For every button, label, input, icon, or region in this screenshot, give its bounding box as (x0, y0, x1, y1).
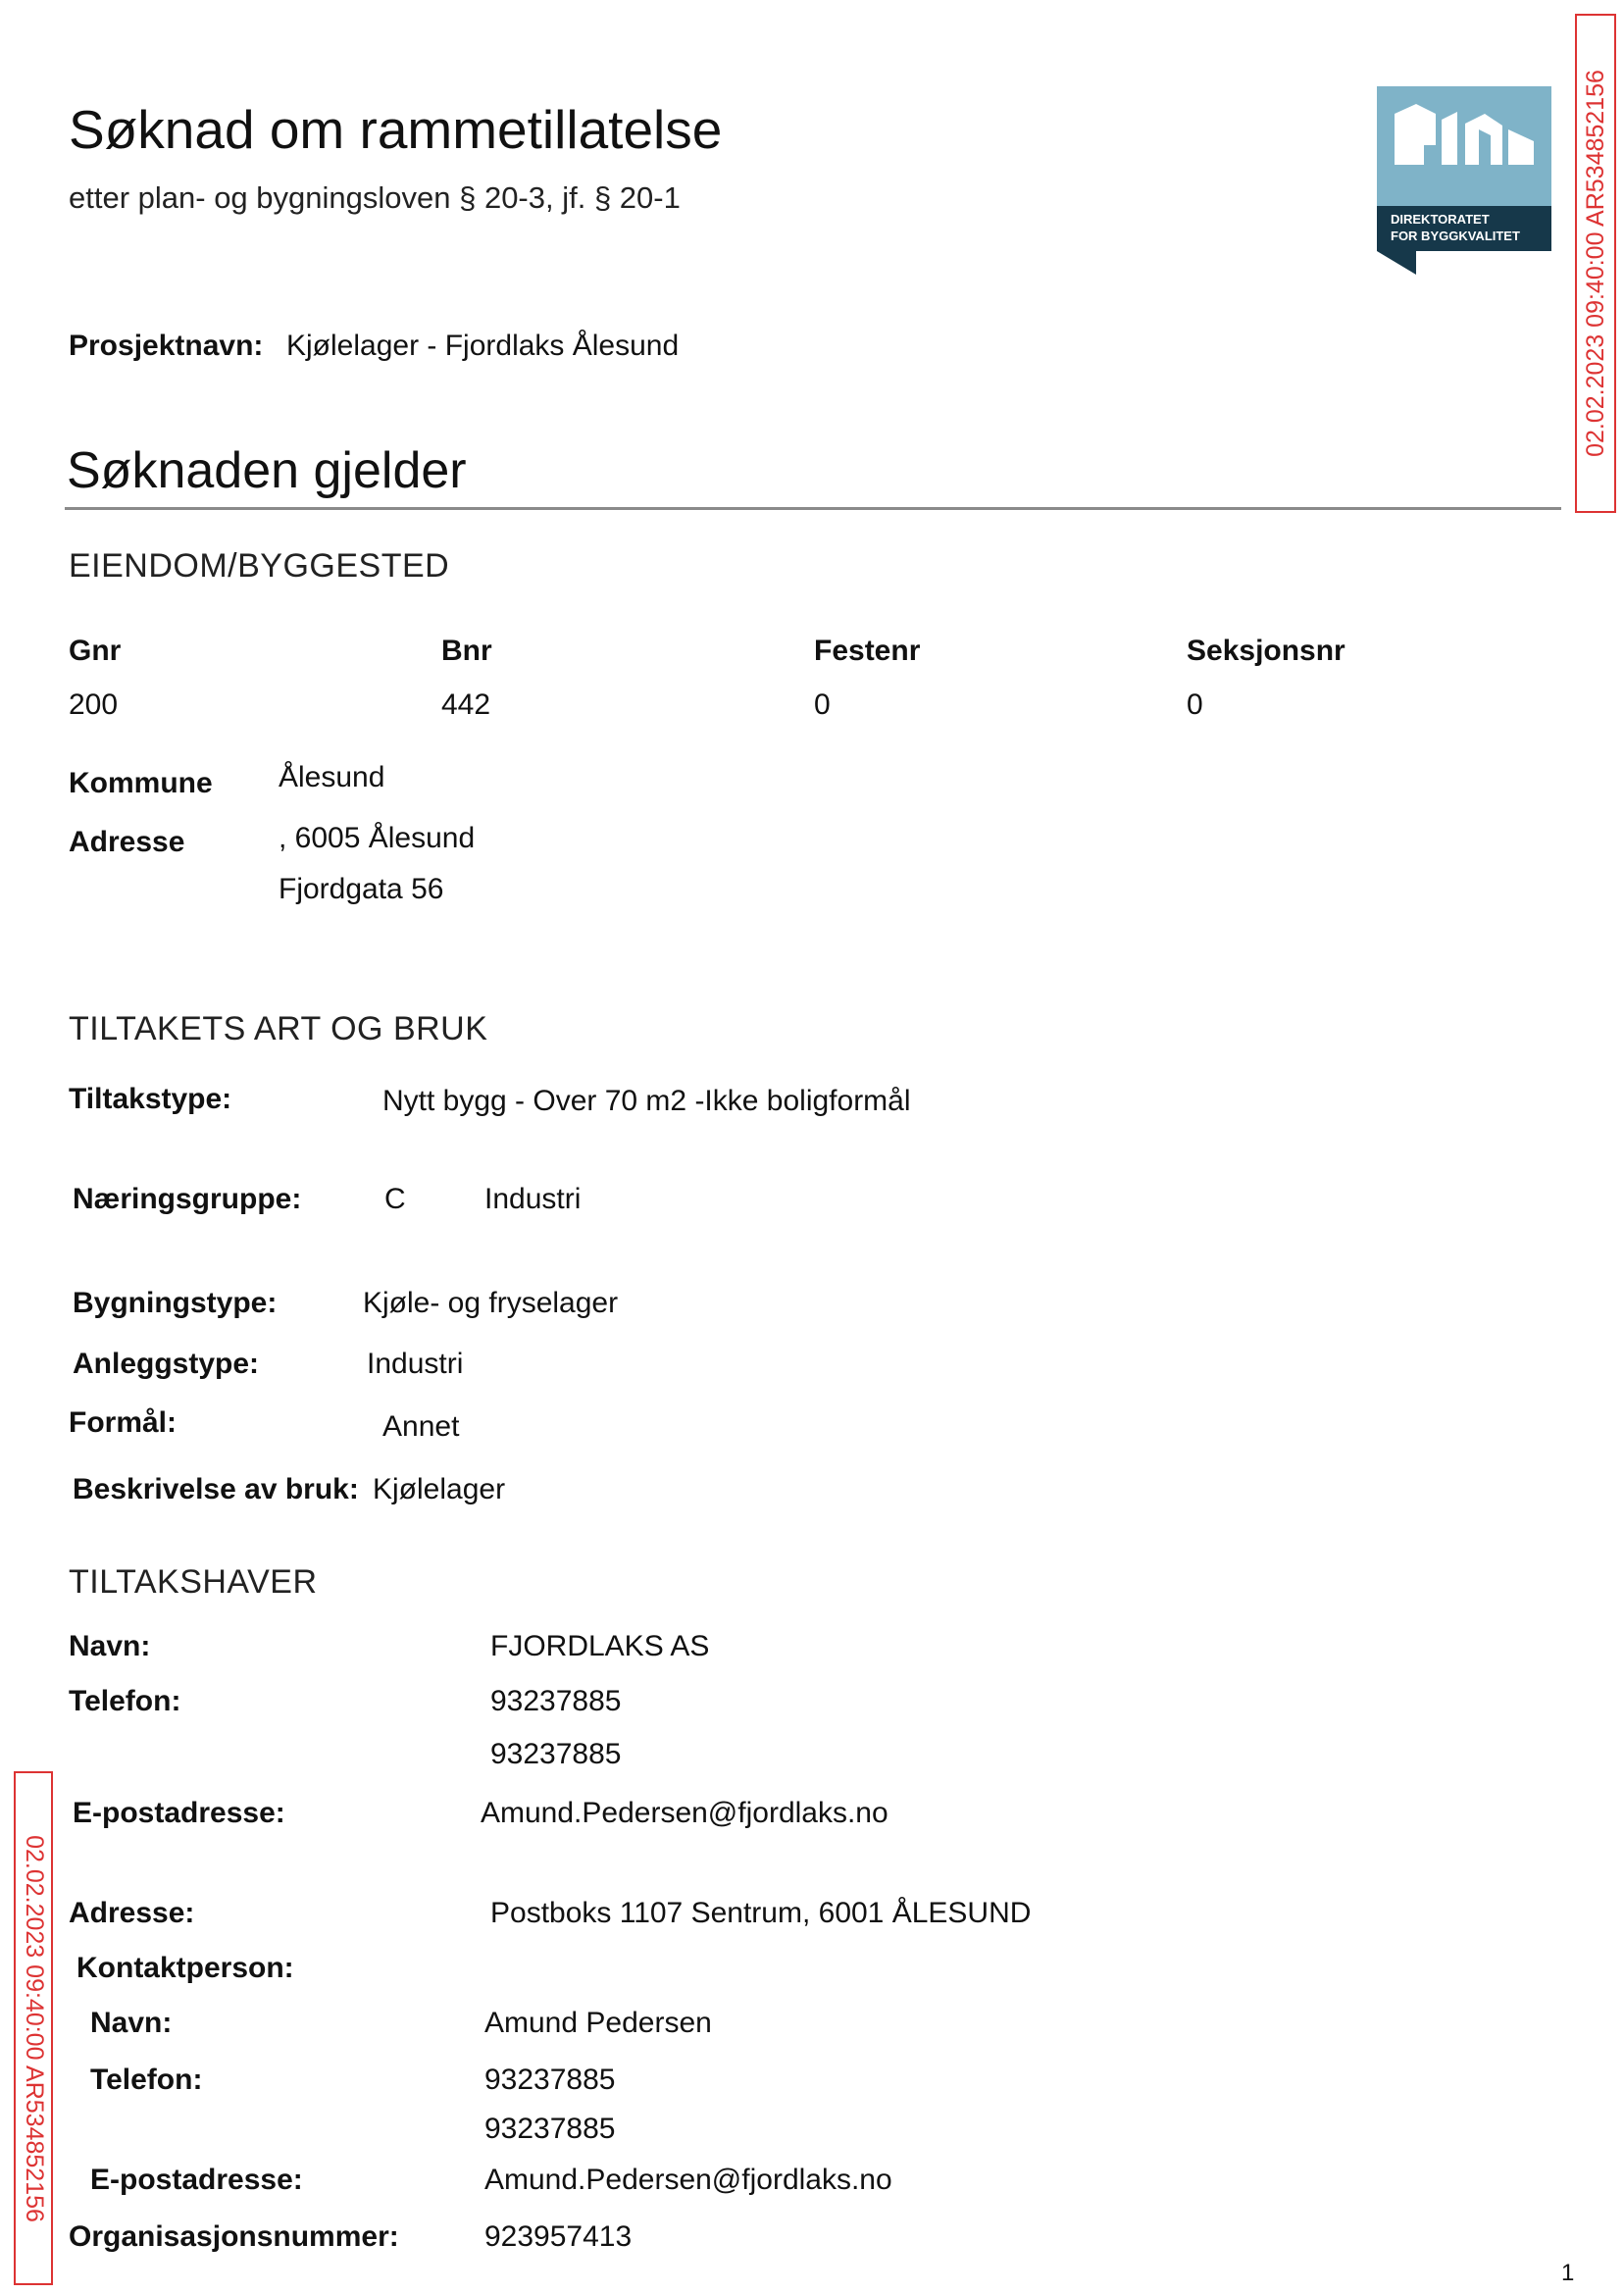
orgnr-label: Organisasjonsnummer: (69, 2220, 399, 2253)
page-number: 1 (1561, 2260, 1575, 2286)
project-name-value: Kjølelager - Fjordlaks Ålesund (286, 330, 680, 362)
gnr-value: 200 (69, 688, 119, 721)
tiltakshaver-telefon-label: Telefon: (69, 1685, 181, 1717)
tiltakshaver-telefon1: 93237885 (490, 1685, 622, 1717)
adresse-line1: , 6005 Ålesund (279, 822, 476, 854)
bygningstype-value: Kjøle- og fryselager (363, 1287, 619, 1319)
project-name-label: Prosjektnavn: (69, 330, 264, 362)
seksjonsnr-label: Seksjonsnr (1187, 635, 1345, 667)
kontakt-telefon2: 93237885 (484, 2113, 616, 2145)
adresse-line2: Fjordgata 56 (279, 873, 444, 905)
beskrivelse-value: Kjølelager (373, 1473, 506, 1505)
adresse-label: Adresse (69, 826, 185, 858)
kontakt-epost-label: E-postadresse: (90, 2164, 303, 2196)
beskrivelse-label: Beskrivelse av bruk: (73, 1473, 359, 1505)
naeringsgruppe-label: Næringsgruppe: (73, 1183, 302, 1215)
tiltak-heading: TILTAKETS ART OG BRUK (69, 1010, 488, 1047)
tiltakshaver-heading: TILTAKSHAVER (69, 1563, 318, 1601)
kontakt-navn-label: Navn: (90, 2007, 173, 2039)
section-title: Søknaden gjelder (67, 442, 467, 499)
kommune-label: Kommune (69, 767, 213, 799)
tiltakshaver-navn-value: FJORDLAKS AS (490, 1630, 710, 1662)
stamp-text: 02.02.2023 09:40:00 AR534852156 (1581, 70, 1609, 457)
bygningstype-label: Bygningstype: (73, 1287, 278, 1319)
timestamp-stamp-left (14, 1771, 53, 2285)
bnr-value: 442 (441, 688, 491, 721)
eiendom-heading: EIENDOM/BYGGESTED (69, 547, 450, 585)
bnr-label: Bnr (441, 635, 492, 667)
orgnr-value: 923957413 (484, 2220, 633, 2253)
document-subtitle: etter plan- og bygningsloven § 20-3, jf. § 20-1 (69, 180, 681, 215)
anleggstype-label: Anleggstype: (73, 1348, 260, 1380)
section-divider (65, 507, 1561, 510)
festenr-value: 0 (814, 688, 831, 721)
timestamp-stamp-right (1575, 14, 1616, 513)
festenr-label: Festenr (814, 635, 921, 667)
tiltakstype-label: Tiltakstype: (69, 1083, 232, 1115)
tiltakshaver-navn-label: Navn: (69, 1630, 151, 1662)
logo-text-line2: FOR BYGGKVALITET (1391, 229, 1520, 243)
tiltakshaver-adresse-label: Adresse: (69, 1897, 195, 1929)
tiltakstype-value: Nytt bygg - Over 70 m2 -Ikke boligformål (382, 1085, 911, 1117)
tiltakshaver-telefon2: 93237885 (490, 1738, 622, 1770)
kommune-value: Ålesund (279, 761, 385, 793)
dibk-logo-icon (1377, 86, 1551, 275)
tiltakshaver-adresse-value: Postboks 1107 Sentrum, 6001 ÅLESUND (490, 1897, 1032, 1929)
kontakt-telefon1: 93237885 (484, 2064, 616, 2096)
gnr-label: Gnr (69, 635, 122, 667)
stamp-text: 02.02.2023 09:40:00 AR534852156 (20, 1834, 48, 2222)
naeringsgruppe-code: C (384, 1183, 406, 1215)
seksjonsnr-value: 0 (1187, 688, 1203, 721)
kontakt-navn-value: Amund Pedersen (484, 2007, 712, 2039)
naeringsgruppe-value: Industri (484, 1183, 582, 1215)
kontakt-telefon-label: Telefon: (90, 2064, 203, 2096)
tiltakshaver-epost-label: E-postadresse: (73, 1797, 285, 1829)
kontaktperson-label: Kontaktperson: (76, 1952, 294, 1984)
tiltakshaver-epost-value: Amund.Pedersen@fjordlaks.no (481, 1797, 888, 1829)
dibk-logo (1377, 86, 1551, 275)
kontakt-epost-value: Amund.Pedersen@fjordlaks.no (484, 2164, 892, 2196)
document-title: Søknad om rammetillatelse (69, 99, 723, 160)
formal-value: Annet (382, 1410, 460, 1443)
logo-text-line1: DIREKTORATET (1391, 212, 1490, 227)
anleggstype-value: Industri (367, 1348, 464, 1380)
formal-label: Formål: (69, 1406, 178, 1439)
